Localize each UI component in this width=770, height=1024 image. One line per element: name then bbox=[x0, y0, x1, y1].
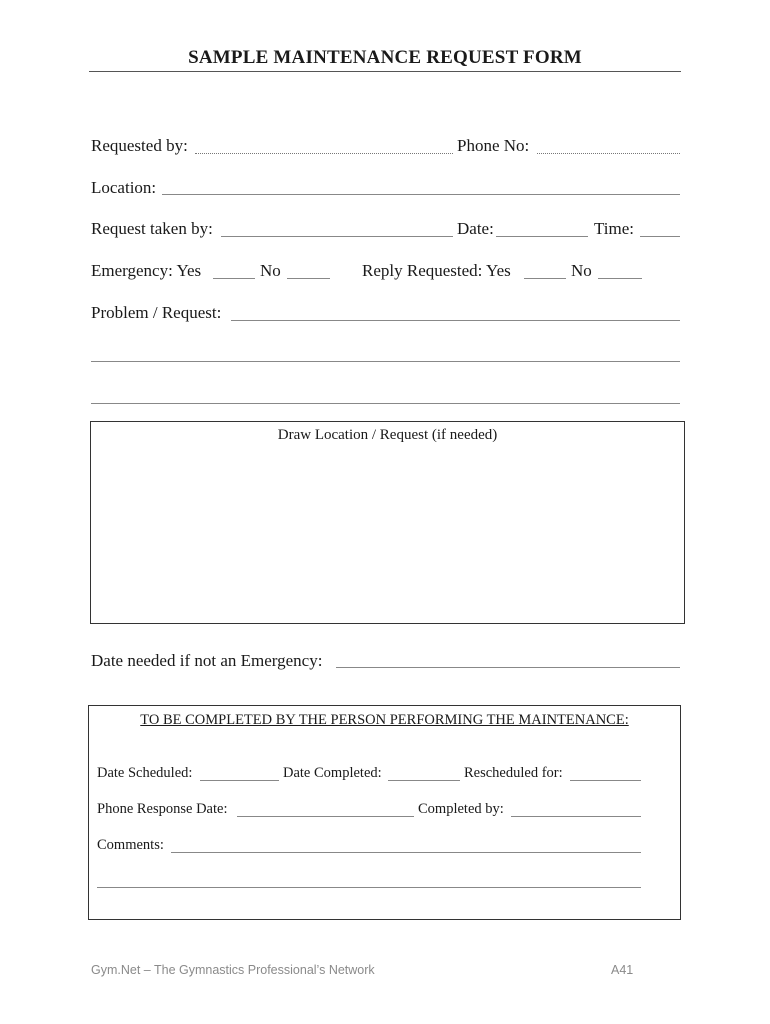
request-taken-label: Request taken by: bbox=[91, 219, 213, 238]
reply-yes-field[interactable] bbox=[524, 278, 566, 279]
phone-label: Phone No: bbox=[457, 136, 530, 155]
location-field[interactable] bbox=[162, 194, 680, 195]
draw-location-box[interactable] bbox=[90, 421, 685, 624]
date-label: Date: bbox=[457, 219, 494, 238]
time-field[interactable] bbox=[640, 236, 680, 237]
date-scheduled-label: Date Scheduled: bbox=[97, 765, 193, 781]
rescheduled-label: Rescheduled for: bbox=[464, 765, 563, 781]
rescheduled-field[interactable] bbox=[570, 780, 641, 781]
problem-field-line-1[interactable] bbox=[231, 320, 680, 321]
emergency-yes-field[interactable] bbox=[213, 278, 255, 279]
comments-field-line-2[interactable] bbox=[97, 887, 641, 888]
footer-source: Gym.Net – The Gymnastics Professional’s Network bbox=[91, 963, 375, 977]
problem-label: Problem / Request: bbox=[91, 303, 222, 322]
title-divider bbox=[89, 71, 681, 72]
emergency-no-label: No bbox=[260, 261, 281, 280]
problem-field-line-2[interactable] bbox=[91, 361, 680, 362]
phone-field[interactable] bbox=[537, 153, 680, 154]
draw-location-caption: Draw Location / Request (if needed) bbox=[277, 427, 498, 443]
date-completed-label: Date Completed: bbox=[283, 765, 382, 781]
problem-field-line-3[interactable] bbox=[91, 403, 680, 404]
time-label: Time: bbox=[594, 219, 635, 238]
comments-field-line-1[interactable] bbox=[171, 852, 641, 853]
date-needed-field[interactable] bbox=[336, 667, 680, 668]
emergency-yes-label: Emergency: Yes bbox=[91, 261, 202, 280]
date-completed-field[interactable] bbox=[388, 780, 460, 781]
reply-no-label: No bbox=[571, 261, 592, 280]
completed-by-field[interactable] bbox=[511, 816, 641, 817]
maintenance-heading: TO BE COMPLETED BY THE PERSON PERFORMING THE MAINTENANCE: bbox=[140, 712, 629, 728]
reply-yes-label: Reply Requested: Yes bbox=[362, 261, 511, 280]
phone-response-label: Phone Response Date: bbox=[97, 801, 228, 817]
reply-no-field[interactable] bbox=[598, 278, 642, 279]
request-taken-field[interactable] bbox=[221, 236, 453, 237]
comments-label: Comments: bbox=[97, 837, 164, 853]
footer-page-code: A41 bbox=[611, 963, 634, 977]
date-field[interactable] bbox=[496, 236, 588, 237]
phone-response-field[interactable] bbox=[237, 816, 414, 817]
location-label: Location: bbox=[91, 178, 157, 197]
completed-by-label: Completed by: bbox=[418, 801, 504, 817]
date-scheduled-field[interactable] bbox=[200, 780, 279, 781]
requested-by-label: Requested by: bbox=[91, 136, 188, 155]
requested-by-field[interactable] bbox=[195, 153, 453, 154]
emergency-no-field[interactable] bbox=[287, 278, 330, 279]
page-title: SAMPLE MAINTENANCE REQUEST FORM bbox=[188, 47, 582, 68]
date-needed-label: Date needed if not an Emergency: bbox=[91, 651, 323, 670]
